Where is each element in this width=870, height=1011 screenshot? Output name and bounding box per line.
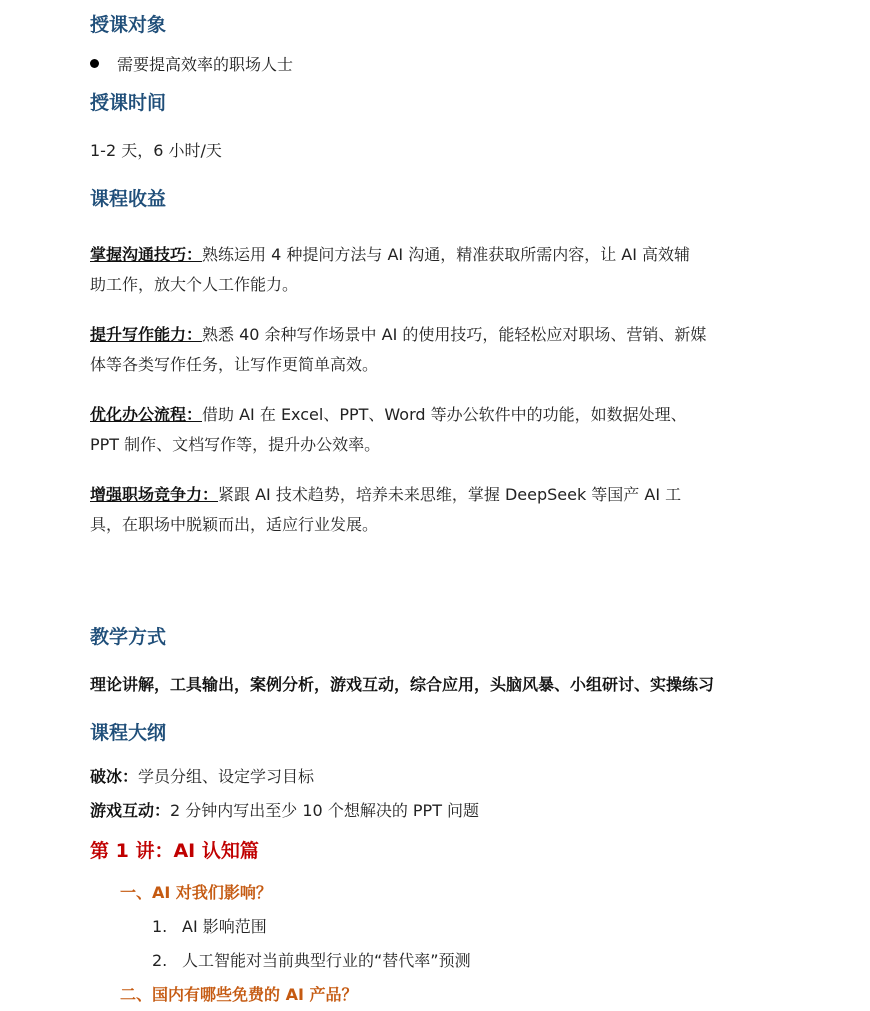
benefit-paragraph xyxy=(90,480,790,540)
benefit-text-cont: 体等各类写作任务，让写作更简单高效。 xyxy=(90,355,379,374)
benefits-heading: 课程收益 xyxy=(90,188,167,210)
list-item-text: 人工智能对当前典型行业的“替代率”预测 xyxy=(182,951,471,970)
benefit-text-cont: 具，在职场中脱颖而出，适应行业发展。 xyxy=(90,515,379,534)
subsection-1-title: 一、AI 对我们影响？ xyxy=(120,883,272,902)
method-text: 理论讲解，工具输出，案例分析，游戏互动，综合应用，头脑风暴、小组研讨、实操练习 xyxy=(90,675,715,694)
benefit-label: 提升写作能力： xyxy=(90,325,203,344)
icebreak-line xyxy=(90,764,314,787)
benefit-text-cont: PPT 制作、文档写作等，提升办公效率。 xyxy=(90,435,381,454)
lecture-1-title: 第 1 讲：AI 认知篇 xyxy=(90,840,259,862)
audience-bullet-item xyxy=(90,52,293,75)
benefit-text: 熟练运用 4 种提问方法与 AI 沟通，精准获取所需内容，让 AI 高效辅 xyxy=(202,245,691,264)
benefit-text: 熟悉 40 余种写作场景中 AI 的使用技巧，能轻松应对职场、营销、新媒 xyxy=(202,325,707,344)
list-item-text: AI 影响范围 xyxy=(182,917,267,936)
benefit-text: 借助 AI 在 Excel、PPT、Word 等办公软件中的功能，如数据处理、 xyxy=(202,405,687,424)
benefit-paragraph xyxy=(90,400,790,460)
benefit-paragraph xyxy=(90,240,790,300)
benefit-label: 掌握沟通技巧： xyxy=(90,245,203,264)
outline-heading: 课程大纲 xyxy=(90,722,167,744)
icebreak-key: 破冰： xyxy=(90,767,139,786)
method-heading: 教学方式 xyxy=(90,626,167,648)
audience-heading: 授课对象 xyxy=(90,14,167,36)
list-item xyxy=(152,948,471,971)
benefit-label: 优化办公流程： xyxy=(90,405,203,424)
icebreak-value: 学员分组、设定学习目标 xyxy=(138,767,315,786)
benefit-text: 紧跟 AI 技术趋势，培养未来思维，掌握 DeepSeek 等国产 AI 工 xyxy=(218,485,682,504)
list-item-number: 2. xyxy=(152,951,168,970)
subsection-2-title: 二、国内有哪些免费的 AI 产品？ xyxy=(120,985,358,1004)
list-item xyxy=(152,914,267,937)
game-value: 2 分钟内写出至少 10 个想解决的 PPT 问题 xyxy=(170,801,480,820)
game-line xyxy=(90,798,479,821)
duration-text: 1-2 天，6 小时/天 xyxy=(90,141,222,160)
game-key: 游戏互动： xyxy=(90,801,171,820)
benefit-text-cont: 助工作，放大个人工作能力。 xyxy=(90,275,299,294)
benefit-label: 增强职场竞争力： xyxy=(90,485,219,504)
bullet-icon xyxy=(90,59,99,68)
list-item-number: 1. xyxy=(152,917,168,936)
benefit-paragraph xyxy=(90,320,790,380)
duration-heading: 授课时间 xyxy=(90,92,167,114)
audience-item-text: 需要提高效率的职场人士 xyxy=(117,55,294,74)
